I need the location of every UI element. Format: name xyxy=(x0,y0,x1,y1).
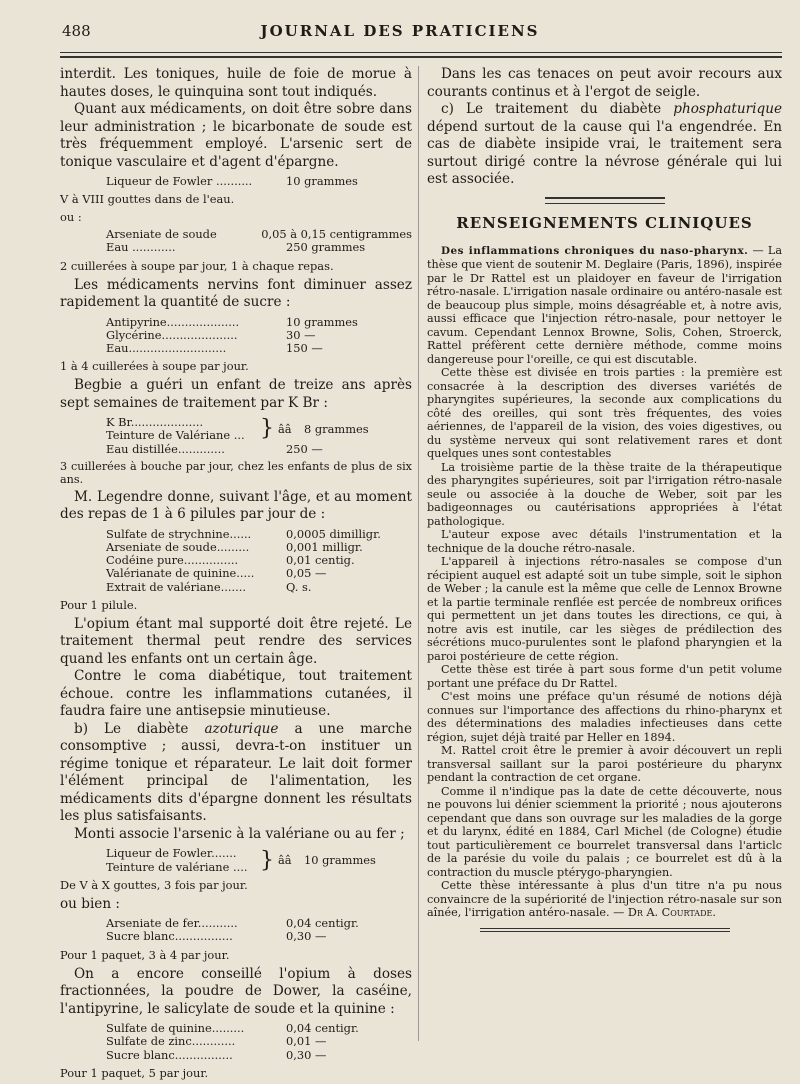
rx-item-name: Codéine pure............... xyxy=(106,553,239,568)
rx-item-qty: 250 grammes xyxy=(286,240,366,255)
rx-item-qty: 0,01 centig. xyxy=(286,553,355,568)
rx-item-name: Valérianate de quinine..... xyxy=(106,566,255,581)
page-number: 488 xyxy=(62,22,91,40)
rx-note: Pour 1 paquet, 3 à 4 par jour. xyxy=(60,947,230,962)
rx-item-qty: 0,30 — xyxy=(286,1047,327,1062)
rx-item-name: Liqueur de Fowler .......... xyxy=(106,174,253,188)
article-paragraph: Comme il n'indique pas la date de cette découverte, nous ne pouvons lui dénier sciemment la priorité ; nous ajouterons cependant que dans son ouvrage sur les maladies de la gorge et du larynx, édité en 1884, Carl Michel (de Cologne) étudie tout particulièrement ce bourrelet transversal dans l'articlc de la parésie du voile du palais ; ce bourrelet est dû à la contraction du muscle ptérygo-pharyngien. xyxy=(427,784,782,879)
prescription xyxy=(60,175,412,188)
left-column xyxy=(60,66,412,1084)
rx-item-qty: 0,01 — xyxy=(286,1034,327,1049)
paragraph: Quant aux médicaments, on doit être sobre dans leur administration ; le bicarbonate de soude est très fréquemment employé. L'arsenic sert de tonique vasculaire et d'agent d'épargne. xyxy=(60,101,412,170)
rx-item-name: Sulfate de zinc............ xyxy=(106,1034,236,1049)
paragraph: interdit. Les toniques, huile de foie de morue à hautes doses, le quinquina sont tout indiqués. xyxy=(60,66,412,100)
rx-item-qty: 150 — xyxy=(286,341,323,356)
rx-item-name: Eau........................... xyxy=(106,341,227,356)
article-paragraph: La troisième partie de la thèse traite de la thérapeutique des pharyngites supérieures, soit par l'irrigation rétro-nasale seule ou associée à la douche de Weber, soit par les badigeonnages ou cautérisations appropriées à l'état pathologique. xyxy=(427,460,782,528)
article-title: Des inflammations chroniques du naso-pharynx. xyxy=(441,244,749,257)
article-paragraph xyxy=(427,244,782,367)
paragraph: Contre le coma diabétique, tout traitement échoue. contre les inflammations cutanées, il faudra faire une antisepsie minutieuse. xyxy=(60,668,412,720)
rx-note: 1 à 4 cuillerées à soupe par jour. xyxy=(60,359,249,374)
rx-item-qty: 30 — xyxy=(286,327,316,342)
italic-term: azoturique xyxy=(204,720,279,737)
rx-item-name: Extrait de valériane....... xyxy=(106,579,246,594)
article-paragraph: C'est moins une préface qu'un résumé de notions déjà connues sur l'importance des affections du rhino-pharynx et des déterminations des maladies infectieuses dans cette région, sujet déjà traité par Heller en 1894. xyxy=(427,690,782,744)
paragraph: Begbie a guéri un enfant de treize ans après sept semaines de traitement par K Br : xyxy=(60,377,412,411)
rx-brace-group xyxy=(60,847,412,873)
section-rule xyxy=(545,197,665,199)
article-paragraph: Cette thèse est tirée à part sous forme d'un petit volume portant une préface du Dr Rattel. xyxy=(427,663,782,690)
italic-term: phosphaturique xyxy=(673,101,782,117)
rx-note: 2 cuillerées à soupe par jour, 1 à chaque repas. xyxy=(60,258,334,273)
rx-item-name: Sulfate de strychnine...... xyxy=(106,526,252,541)
rx-item-qty: 8 grammes xyxy=(304,421,369,436)
prescription xyxy=(60,228,412,254)
rx-note: 3 cuillerées à bouche par jour, chez les enfants de plus de six ans. xyxy=(60,459,412,487)
rx-item-name: Sucre blanc................ xyxy=(106,929,233,944)
header-rule-thick xyxy=(60,56,782,58)
paragraph-prefix: b) Le diabète xyxy=(74,720,205,737)
rx-note: Pour 1 paquet, 5 par jour. xyxy=(60,1065,209,1080)
paragraph xyxy=(60,721,412,826)
rx-connector: ou : xyxy=(60,210,82,225)
paragraph: On a encore conseillé l'opium à doses fractionnées, la poudre de Dower, la caséine, l'antipyrine, le salicylate de soude et la quinine : xyxy=(60,965,412,1017)
prescription xyxy=(60,917,412,943)
author-signature: Dr A. Courtade. xyxy=(627,906,716,919)
rx-item-qty: 0,05 — xyxy=(286,566,327,581)
running-head: JOURNAL DES PRATICIENS xyxy=(260,22,540,40)
rx-item-name: Eau ............ xyxy=(106,240,176,255)
end-rule xyxy=(480,931,730,932)
column-separator xyxy=(418,66,419,1041)
prescription xyxy=(60,316,412,356)
paragraph-text: dépend surtout de la cause qui l'a engendrée. En cas de diabète insipide vrai, le traitement sera surtout dirigé contre la névrose générale qui lui est associée. xyxy=(427,118,782,187)
rx-item-name: K Br.................... xyxy=(106,415,204,430)
brace-glyph: } xyxy=(260,847,274,873)
paragraph-prefix: c) Le traitement du diabète xyxy=(441,101,674,117)
header-rule xyxy=(60,52,782,53)
article-text: Cette thèse intéressante à plus d'un titre n'a pu nous convaincre de la supériorité de l'injection rétro-nasale sur son aînée, l'irrigation antéro-nasale. — xyxy=(427,879,782,919)
rx-item-qty: 10 grammes xyxy=(286,314,358,329)
rx-aa: ââ xyxy=(278,421,292,436)
rx-connector: ou bien : xyxy=(60,895,121,912)
right-column xyxy=(427,66,782,932)
article-paragraph xyxy=(427,879,782,920)
prescription xyxy=(60,416,412,456)
rx-item-name: Glycérine..................... xyxy=(106,327,238,342)
rx-item-qty: 0,04 centigr. xyxy=(286,916,359,931)
rx-item-qty: 0,30 — xyxy=(286,929,327,944)
rx-item-name: Teinture de valériane .... xyxy=(106,859,248,874)
rx-item-name: Arseniate de fer........... xyxy=(106,916,238,931)
rx-item-name: Antipyrine.................... xyxy=(106,314,240,329)
section-title: RENSEIGNEMENTS CLINIQUES xyxy=(456,213,753,232)
rx-item-name: Liqueur de Fowler....... xyxy=(106,846,237,861)
rx-item-name: Sulfate de quinine......... xyxy=(106,1021,245,1036)
rx-item-qty: 0,0005 dimilligr. xyxy=(286,526,381,541)
article-paragraph: L'auteur expose avec détails l'instrumentation et la technique de la douche rétro-nasale. xyxy=(427,528,782,555)
paragraph-text: a une marche consomptive ; aussi, devra-t-on instituer un régime tonique et réparateur. Le lait doit former l'élément principal de l'alimentation, les médicaments dits d'épargne donnent les résultats les plus satisfaisants. xyxy=(60,720,412,825)
paragraph xyxy=(427,101,782,189)
rx-note: Pour 1 pilule. xyxy=(60,597,138,612)
article-paragraph: M. Rattel croit être le premier à avoir découvert un repli transversal saillant sur la paroi postérieure du pharynx pendant la contraction de cet organe. xyxy=(427,744,782,784)
prescription xyxy=(60,1022,412,1062)
rx-aa: ââ xyxy=(278,852,292,867)
article-paragraph: L'appareil à injections rétro-nasales se compose d'un récipient auquel est adapté soit un tube simple, soit le siphon de Weber ; la canule est la même que celle de Lennox Browne et la partie terminale renflée est percée de nombreux orifices qui permettent un jet dans toutes les directions, ce qui, à notre avis est inutile, car les sièges de prédilection des sécrétions muco-purulentes sont le plafond pharyngien et la paroi postérieure de cette région. xyxy=(427,555,782,663)
rx-item-qty: 0,04 centigr. xyxy=(286,1021,359,1036)
rx-item-qty: 0,001 milligr. xyxy=(286,540,363,555)
paragraph: Monti associe l'arsenic à la valériane ou au fer ; xyxy=(74,825,405,842)
paragraph: Dans les cas tenaces on peut avoir recours aux courants continus et à l'ergot de seigle. xyxy=(427,66,782,100)
rx-brace-group xyxy=(60,416,412,442)
rx-item-qty: 0,05 à 0,15 centigrammes xyxy=(261,227,412,242)
end-rule xyxy=(480,928,730,929)
article-text: — La thèse que vient de soutenir M. Deglaire (Paris, 1896), inspirée par le Dr Rattel est un plaidoyer en faveur de l'irrigation rétro-nasale. L'irrigation nasale ordinaire ou antéro-nasale est de beaucoup plus simple, moins désagréable et, à notre avis, aussi efficace que l'injection rétro-nasale, pour nettoyer le cavum. Cependant Lennox Browne, Solis, Cohen, Stroerck, Rattel préfèrent cette dernière méthode, comme moins dangereuse pour l'oreille, ce qui est discutable. xyxy=(427,243,782,366)
rx-item-qty: Q. s. xyxy=(286,579,312,594)
prescription xyxy=(60,847,412,873)
rx-item-name: Teinture de Valériane ... xyxy=(106,428,245,443)
rx-item-name: Sucre blanc................ xyxy=(106,1047,233,1062)
rx-note: De V à X gouttes, 3 fois par jour. xyxy=(60,877,248,892)
rx-note: V à VIII gouttes dans de l'eau. xyxy=(60,192,235,207)
paragraph: M. Legendre donne, suivant l'âge, et au moment des repas de 1 à 6 pilules par jour de : xyxy=(60,488,412,523)
section-rule xyxy=(545,203,665,204)
paragraph: Les médicaments nervins font diminuer assez rapidement la quantité de sucre : xyxy=(60,276,412,311)
rx-item-name: Arseniate de soude xyxy=(106,227,217,242)
prescription xyxy=(60,528,412,594)
rx-item-qty: 10 grammes xyxy=(304,852,376,867)
rx-item-name: Eau distillée............. xyxy=(106,441,225,456)
paragraph: L'opium étant mal supporté doit être rejeté. Le traitement thermal peut rendre des services quand les enfants ont un certain âge. xyxy=(60,615,412,667)
rx-item-qty: 250 — xyxy=(286,441,323,456)
rx-item-qty: 10 grammes xyxy=(286,174,358,188)
article-paragraph: Cette thèse est divisée en trois parties : la première est consacrée à la description des diverses variétés de pharyngites supérieures, la seconde aux complications du côté des oreilles, qui sont très fréquentes, des voies aériennes, de l'appareil de la vision, des voies digestives, ou du système nerveux qui sont relativement rares et dont quelques unes sont contestables xyxy=(427,366,782,460)
rx-item-name: Arseniate de soude......... xyxy=(106,540,250,555)
brace-glyph: } xyxy=(260,416,274,442)
